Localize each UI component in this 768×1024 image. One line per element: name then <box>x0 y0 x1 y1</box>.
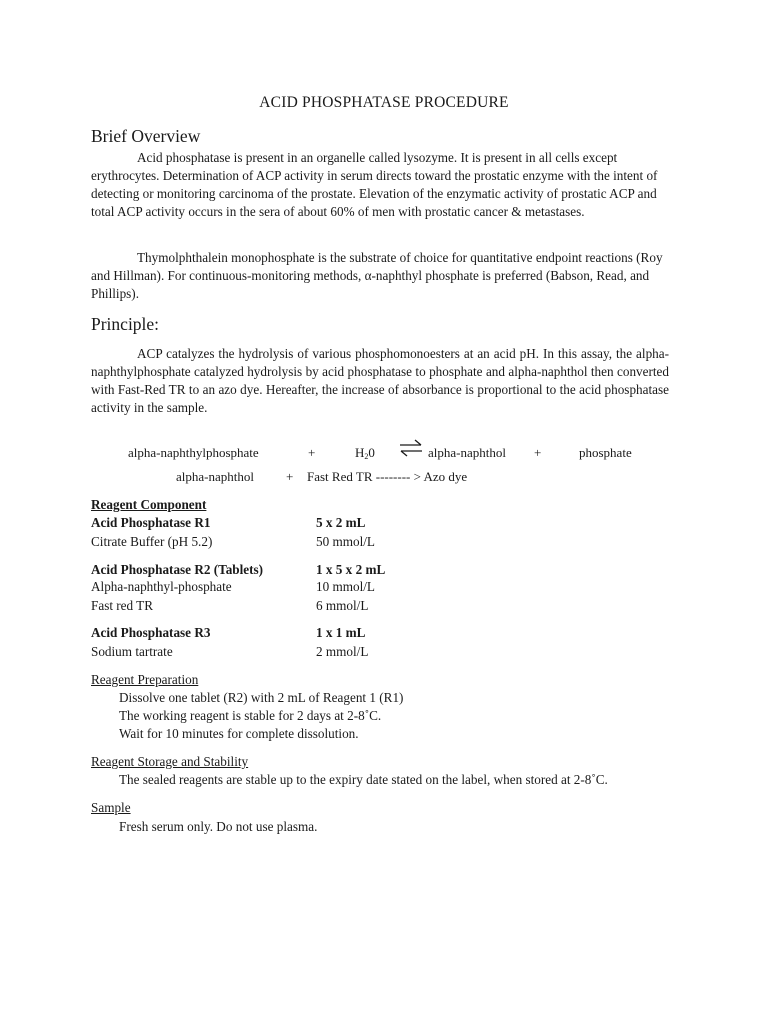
preparation-line-3: Wait for 10 minutes for complete dissolution. <box>119 726 359 741</box>
reagent-r2-item-1-conc: 10 mmol/L <box>316 579 375 594</box>
reaction1-product-2: phosphate <box>579 445 632 460</box>
reagent-r1-quantity: 5 x 2 mL <box>316 515 366 530</box>
sample-text: Fresh serum only. Do not use plasma. <box>119 819 318 834</box>
document-title: ACID PHOSPHATASE PROCEDURE <box>259 94 509 111</box>
preparation-line-1: Dissolve one tablet (R2) with 2 mL of Reagent 1 (R1) <box>119 690 404 705</box>
overview-paragraph-1-text: Acid phosphatase is present in an organelle called lysozyme. It is present in all cells except erythrocytes. Determination of ACP activity in serum directs toward the prostatic enzyme with the intent of detecting or monitoring carcinoma of the prostate. Elevation of the enzymatic activity of prostatic ACP and total ACP activity occurs in the sera of about 60% of men with prostatic cancer & metastases. <box>91 150 658 219</box>
reagent-r2-item-2-conc: 6 mmol/L <box>316 598 369 613</box>
water-o: 0 <box>368 445 375 460</box>
sample-heading: Sample <box>91 800 131 815</box>
overview-paragraph-1 <box>91 149 669 221</box>
water-h: H <box>355 445 365 460</box>
preparation-heading: Reagent Preparation <box>91 672 199 687</box>
reagent-r2-item-1: Alpha-naphthyl-phosphate <box>91 579 232 594</box>
overview-paragraph-2 <box>91 249 669 303</box>
reagent-r2-name: Acid Phosphatase R2 (Tablets) <box>91 562 264 577</box>
reaction2-rest: Fast Red TR -------- > Azo dye <box>307 469 468 484</box>
reagent-r3-item-conc: 2 mmol/L <box>316 644 369 659</box>
storage-heading: Reagent Storage and Stability <box>91 754 249 769</box>
reagent-r1-name: Acid Phosphatase R1 <box>91 515 211 530</box>
reaction2-reactant: alpha-naphthol <box>176 469 254 484</box>
preparation-line-2: The working reagent is stable for 2 days at 2-8˚C. <box>119 708 382 723</box>
water-subscript: 2 <box>364 452 369 461</box>
overview-paragraph-2-text: Thymolphthalein monophosphate is the substrate of choice for quantitative endpoint reactions (Roy and Hillman). For continuous-monitoring methods, α-naphthyl phosphate is preferred (Babson, Read, and Phillips). <box>91 250 663 301</box>
principle-paragraph <box>91 345 669 417</box>
storage-text: The sealed reagents are stable up to the expiry date stated on the label, when stored at 2-8˚C. <box>119 772 608 787</box>
reaction2-plus: + <box>286 469 294 484</box>
reaction1-product-1: alpha-naphthol <box>428 445 506 460</box>
reagent-r2-item-2: Fast red TR <box>91 598 154 613</box>
principle-heading: Principle: <box>91 314 160 334</box>
reaction1-water <box>355 445 375 461</box>
reagent-r1-item: Citrate Buffer (pH 5.2) <box>91 534 213 549</box>
reagent-component-heading: Reagent Component <box>91 497 207 512</box>
reaction1-plus-2: + <box>534 445 542 460</box>
equilibrium-arrow-icon <box>398 438 424 458</box>
reaction1-plus-1: + <box>308 445 316 460</box>
principle-paragraph-text: ACP catalyzes the hydrolysis of various phosphomonoesters at an acid pH. In this assay, the alpha-naphthylphosphate catalyzed hydrolysis by acid phosphatase to phosphate and alpha-naphthol then converted with Fast-Red TR to an azo dye. Hereafter, the increase of absorbance is proportional to the acid phosphatase activity in the sample. <box>91 346 669 415</box>
reaction1-reactant: alpha-naphthylphosphate <box>128 445 259 460</box>
overview-heading: Brief Overview <box>91 126 201 146</box>
reagent-r1-item-conc: 50 mmol/L <box>316 534 375 549</box>
reagent-r2-quantity: 1 x 5 x 2 mL <box>316 562 386 577</box>
reagent-r3-quantity: 1 x 1 mL <box>316 625 366 640</box>
reagent-r3-name: Acid Phosphatase R3 <box>91 625 211 640</box>
reagent-r3-item: Sodium tartrate <box>91 644 173 659</box>
